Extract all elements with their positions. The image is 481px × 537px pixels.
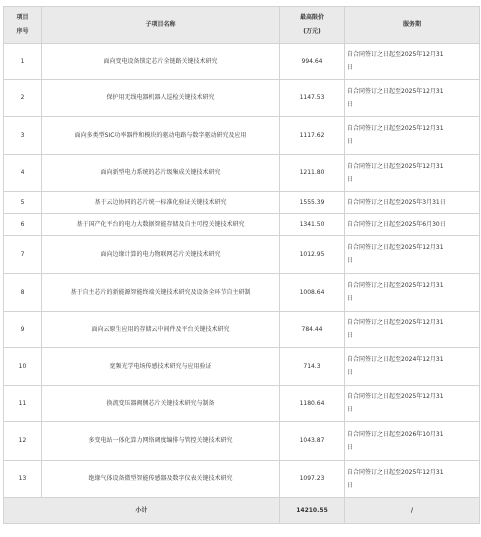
- row-price: 784.44: [280, 312, 345, 348]
- table-row: [4, 155, 480, 192]
- subtotal-period: /: [345, 498, 480, 524]
- table-row: [4, 117, 480, 155]
- row-price: 994.64: [280, 44, 345, 80]
- row-period: [345, 236, 480, 274]
- table-row: [4, 236, 480, 274]
- header-seq-line1: 项目: [16, 14, 29, 21]
- row-name: 换流变压器阀侧芯片关键技术研究与制备: [42, 386, 280, 422]
- row-period: [345, 274, 480, 312]
- row-period-line2: 日: [347, 257, 354, 264]
- row-period: [345, 312, 480, 348]
- row-period-line2: 日: [347, 175, 354, 183]
- row-price: 1180.64: [280, 386, 345, 422]
- row-name: 基于自主芯片的新能源智能终端关键技术研究及设备全环节自主研制: [42, 274, 280, 312]
- row-seq: 12: [4, 422, 42, 461]
- row-period-line1: 自合同签订之日起至2025年12月31: [347, 468, 444, 476]
- row-seq: 4: [4, 155, 42, 192]
- row-period-line2: 日: [347, 64, 354, 71]
- row-period-line2: 日: [347, 406, 354, 413]
- row-period: [345, 348, 480, 386]
- table-row: [4, 386, 480, 422]
- row-period-line1: 自合同签订之日起至2024年12月31: [347, 356, 444, 363]
- row-period: [345, 117, 480, 155]
- row-name: 面向多类型SIC功率器件和模块的驱动电路与数字驱动研究及应用: [42, 117, 280, 155]
- row-price: 1211.80: [280, 155, 345, 192]
- row-name: 多变电站一体化算力网络调度编排与管控关键技术研究: [42, 422, 280, 461]
- row-period-line1: 自合同签订之日起至2025年12月31: [347, 393, 444, 400]
- row-price: 1341.50: [280, 214, 345, 236]
- row-period-line2: 日: [347, 369, 354, 376]
- row-period: [345, 192, 480, 214]
- table-row: [4, 274, 480, 312]
- table-row: [4, 80, 480, 117]
- row-period-line1: 自合同签订之日起至2025年12月31: [347, 87, 444, 95]
- row-period: [345, 155, 480, 192]
- table-row: [4, 348, 480, 386]
- row-seq: 8: [4, 274, 42, 312]
- header-seq-line2: 序号: [16, 28, 29, 35]
- header-price: [280, 7, 345, 44]
- row-price: 1117.62: [280, 117, 345, 155]
- row-seq: 10: [4, 348, 42, 386]
- row-period-line1: 自合同签订之日起至2025年12月31: [347, 162, 444, 170]
- row-name: 面向新型电力系统的芯片级集成关键技术研究: [42, 155, 280, 192]
- row-seq: 1: [4, 44, 42, 80]
- row-seq: 13: [4, 461, 42, 498]
- row-period-line2: 日: [347, 332, 354, 339]
- row-name: 基于云边协同的芯片统一标准化验证关键技术研究: [42, 192, 280, 214]
- row-price: 1012.95: [280, 236, 345, 274]
- header-period: 服务期: [345, 7, 480, 44]
- row-price: 1008.64: [280, 274, 345, 312]
- row-period-line1: 自合同签订之日起至2025年12月31: [347, 125, 444, 132]
- row-period: [345, 44, 480, 80]
- row-period-line1: 自合同签订之日起至2025年12月31: [347, 51, 444, 58]
- row-price: 1043.87: [280, 422, 345, 461]
- table-row: [4, 422, 480, 461]
- table-row: [4, 214, 480, 236]
- row-name: 面向云原生应用的存储云中间件及平台关键技术研究: [42, 312, 280, 348]
- row-period-line2: 日: [347, 481, 354, 489]
- row-period: [345, 386, 480, 422]
- row-period-line1: 自合同签订之日起至2025年12月31: [347, 319, 444, 326]
- row-price: 1097.23: [280, 461, 345, 498]
- row-period: [345, 461, 480, 498]
- subtotal-row: [4, 498, 480, 524]
- row-period-line1: 自合同签订之日起至2025年6月30日: [347, 220, 446, 228]
- row-price: 1555.39: [280, 192, 345, 214]
- row-period: [345, 214, 480, 236]
- row-seq: 9: [4, 312, 42, 348]
- row-name: 面向边缘计算的电力物联网芯片关键技术研究: [42, 236, 280, 274]
- table-header-row: [4, 7, 480, 44]
- row-seq: 7: [4, 236, 42, 274]
- project-table: [3, 6, 480, 524]
- table-row: [4, 312, 480, 348]
- row-seq: 11: [4, 386, 42, 422]
- row-period-line1: 自合同签订之日起至2025年12月31: [347, 244, 444, 251]
- row-period-line2: 日: [347, 100, 354, 108]
- row-price: 714.3: [280, 348, 345, 386]
- table-row: [4, 192, 480, 214]
- row-name: 宽频光学电场传感技术研究与应用验证: [42, 348, 280, 386]
- header-name: 子项目名称: [42, 7, 280, 44]
- row-seq: 5: [4, 192, 42, 214]
- header-seq: [4, 7, 42, 44]
- header-price-line1: 最高限价: [299, 14, 324, 21]
- row-period-line1: 自合同签订之日起至2026年10月31: [347, 430, 444, 438]
- table-row: [4, 461, 480, 498]
- row-name: 保护用无线电器机器人巡检关键技术研究: [42, 80, 280, 117]
- row-period-line2: 日: [347, 138, 354, 145]
- subtotal-price: 14210.55: [280, 498, 345, 524]
- header-price-line2: (万元): [303, 28, 321, 35]
- row-period-line2: 日: [347, 295, 354, 302]
- row-period: [345, 422, 480, 461]
- row-name: 基于国产化平台的电力大数据智能存储及自主可控关键技术研究: [42, 214, 280, 236]
- row-name: 绝缘气体设备微型智能传感器及数字仪表关键技术研究: [42, 461, 280, 498]
- row-price: 1147.53: [280, 80, 345, 117]
- subtotal-label: 小计: [4, 498, 280, 524]
- row-period-line1: 自合同签订之日起至2025年12月31: [347, 282, 444, 289]
- row-period: [345, 80, 480, 117]
- row-seq: 6: [4, 214, 42, 236]
- row-period-line2: 日: [347, 443, 354, 451]
- row-seq: 3: [4, 117, 42, 155]
- row-period-line1: 自合同签订之日起至2025年3月31日: [347, 198, 446, 206]
- row-seq: 2: [4, 80, 42, 117]
- row-name: 面向变电设备锁定芯片全链路关键技术研究: [42, 44, 280, 80]
- table-row: [4, 44, 480, 80]
